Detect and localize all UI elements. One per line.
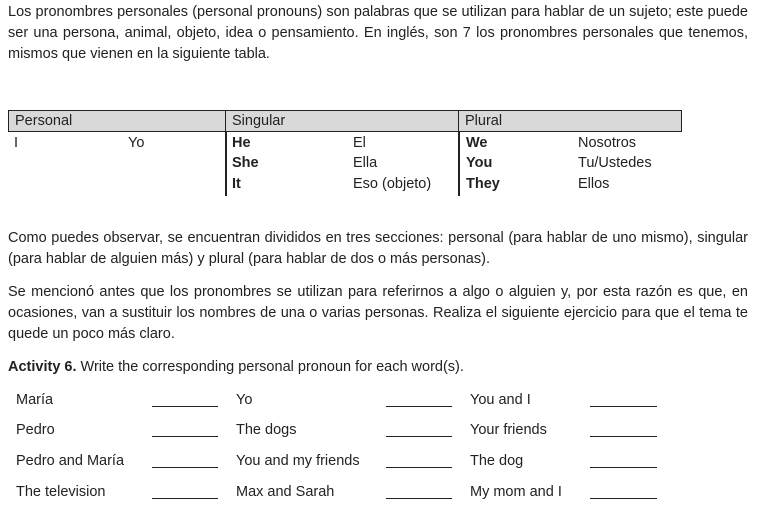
exercise-word: Your friends xyxy=(470,422,547,438)
header-plural: Plural xyxy=(458,110,682,132)
answer-blank[interactable] xyxy=(386,498,452,499)
header-singular: Singular xyxy=(225,110,459,132)
answer-blank[interactable] xyxy=(590,498,657,499)
exercise-word: You and I xyxy=(470,392,531,408)
pronoun-en: She xyxy=(232,155,259,171)
exercise-word: The dog xyxy=(470,453,524,469)
pronoun-es: Ellos xyxy=(578,176,610,192)
exercise-word: You and my friends xyxy=(236,453,360,469)
answer-blank[interactable] xyxy=(386,467,452,468)
activity-label: Activity 6. xyxy=(8,359,77,375)
exercise-word: Yo xyxy=(236,392,253,408)
intro-paragraph: Los pronombres personales (personal pronouns) son palabras que se utilizan para hablar de un sujeto; este puede ser una persona, animal, objeto, idea o pensamiento. En inglés, son 7 los pronombres personales que tenemos, mismos que vienen en la siguiente tabla. xyxy=(8,4,748,62)
activity-heading xyxy=(8,357,748,378)
exercise-word: Max and Sarah xyxy=(236,484,335,500)
exercise-word: The dogs xyxy=(236,422,297,438)
pronoun-es: Ella xyxy=(353,155,378,171)
explanation-paragraph: Se mencionó antes que los pronombres se utilizan para referirnos a algo o alguien y, por esta razón es que, en ocasiones, van a sustituir los nombres de una o varias personas. Realiza el siguiente ejercicio para que el tema te quede un poco más claro. xyxy=(8,284,748,342)
pronoun-es: Eso (objeto) xyxy=(353,176,432,192)
activity-instruction: Write the corresponding personal pronoun for each word(s). xyxy=(76,359,464,375)
answer-blank[interactable] xyxy=(590,467,657,468)
answer-blank[interactable] xyxy=(152,436,218,437)
pronoun-en: We xyxy=(466,135,488,151)
pronoun-en: You xyxy=(466,155,493,171)
header-personal: Personal xyxy=(8,110,226,132)
answer-blank[interactable] xyxy=(386,436,452,437)
pronoun-es: Yo xyxy=(128,135,145,151)
answer-blank[interactable] xyxy=(590,436,657,437)
answer-blank[interactable] xyxy=(152,498,218,499)
pronoun-en: I xyxy=(14,135,19,151)
pronoun-es: Tu/Ustedes xyxy=(578,155,652,171)
answer-blank[interactable] xyxy=(590,406,657,407)
exercise-word: Pedro xyxy=(16,422,55,438)
pronoun-es: Nosotros xyxy=(578,135,637,151)
answer-blank[interactable] xyxy=(152,406,218,407)
exercise-word: María xyxy=(16,392,54,408)
pronoun-table xyxy=(8,110,682,196)
divider-singular xyxy=(225,132,227,196)
pronoun-en: It xyxy=(232,176,241,192)
answer-blank[interactable] xyxy=(386,406,452,407)
answer-blank[interactable] xyxy=(152,467,218,468)
sections-paragraph: Como puedes observar, se encuentran divididos en tres secciones: personal (para hablar de uno mismo), singular (para hablar de alguien más) y plural (para hablar de dos o más personas). xyxy=(8,230,748,267)
pronoun-es: El xyxy=(353,135,366,151)
pronoun-en: They xyxy=(466,176,500,192)
pronoun-en: He xyxy=(232,135,251,151)
exercise-word: Pedro and María xyxy=(16,453,125,469)
divider-plural xyxy=(458,132,460,196)
exercise-word: The television xyxy=(16,484,106,500)
exercise-word: My mom and I xyxy=(470,484,562,500)
